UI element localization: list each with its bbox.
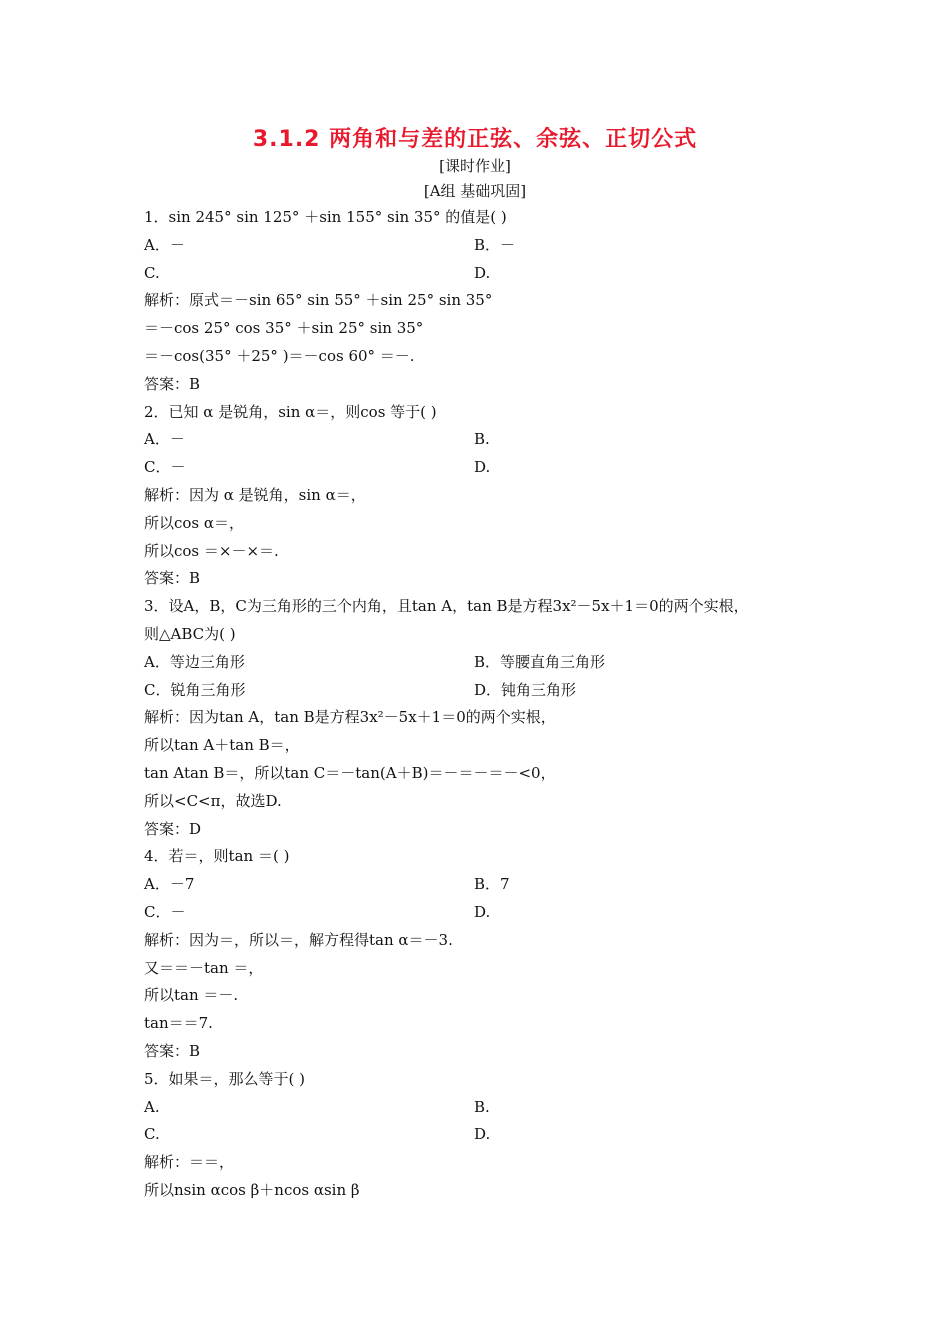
text-line: 所以<C<π，故选D. bbox=[144, 791, 282, 810]
answer-option: A．－7 bbox=[144, 875, 195, 894]
text-line: 1．sin 245° sin 125° ＋sin 155° sin 35° 的值是( ) bbox=[144, 208, 507, 226]
text-line: 解析：因为tan A，tan B是方程3x²－5x＋1＝0的两个实根， bbox=[144, 708, 556, 727]
text-line: 则△ABC为( ) bbox=[144, 624, 236, 643]
answer-option: B．－ bbox=[474, 235, 516, 254]
text-line: 5．如果＝，那么等于( ) bbox=[144, 1069, 306, 1088]
text-line: 2．已知 α 是锐角，sin α＝，则cos 等于( ) bbox=[144, 402, 437, 421]
option-row bbox=[144, 899, 824, 927]
text-line: 所以cos ＝×－×＝. bbox=[144, 541, 279, 560]
text-line: 答案：B bbox=[144, 374, 201, 393]
answer-option: C. bbox=[144, 1125, 160, 1144]
answer-option: D．钝角三角形 bbox=[474, 680, 577, 699]
answer-option: D. bbox=[474, 458, 491, 477]
text-line: 所以tan ＝－. bbox=[144, 986, 239, 1005]
text-line: 又＝＝－tan ＝， bbox=[144, 958, 264, 977]
answer-option: A. bbox=[144, 1097, 160, 1116]
answer-option: A．等边三角形 bbox=[144, 652, 245, 671]
answer-option: A．－ bbox=[144, 235, 185, 254]
text-line: 所以cos α＝， bbox=[144, 513, 245, 532]
answer-option: B. bbox=[474, 1097, 490, 1116]
section-label: [课时作业] bbox=[439, 157, 511, 175]
text-line: 答案：B bbox=[144, 1041, 201, 1060]
text-line: ＝－cos 25° cos 35° ＋sin 25° sin 35° bbox=[144, 319, 424, 338]
text-line: tan＝＝7. bbox=[144, 1014, 213, 1033]
answer-option: D. bbox=[474, 1125, 491, 1144]
text-line: 答案：B bbox=[144, 569, 201, 588]
option-row bbox=[144, 871, 824, 899]
answer-option: A．－ bbox=[144, 430, 185, 449]
option-row bbox=[144, 1094, 824, 1122]
text-line: 3．设A，B，C为三角形的三个内角，且tan A，tan B是方程3x²－5x＋1＝0的两个实根， bbox=[144, 597, 749, 616]
option-row bbox=[144, 649, 824, 677]
text-line: 解析：因为＝，所以＝，解方程得tan α＝－3. bbox=[144, 930, 453, 949]
option-row bbox=[144, 677, 824, 705]
option-row bbox=[144, 1121, 824, 1149]
text-line: 解析：原式＝－sin 65° sin 55° ＋sin 25° sin 35° bbox=[144, 291, 493, 310]
option-row bbox=[144, 260, 824, 288]
option-row bbox=[144, 454, 824, 482]
document-body bbox=[144, 204, 824, 1205]
text-line: 4．若＝，则tan ＝( ) bbox=[144, 847, 290, 866]
answer-option: C．锐角三角形 bbox=[144, 680, 246, 699]
answer-option: C. bbox=[144, 263, 160, 282]
answer-option: C．－ bbox=[144, 458, 186, 477]
answer-option: C．－ bbox=[144, 902, 186, 921]
option-row bbox=[144, 426, 824, 454]
group-label: [A组 基础巩固] bbox=[423, 182, 527, 200]
text-line: ＝－cos(35° ＋25° )＝－cos 60° ＝－. bbox=[144, 346, 415, 365]
text-line: 解析：因为 α 是锐角，sin α＝， bbox=[144, 485, 366, 504]
text-line: tan Atan B＝，所以tan C＝－tan(A＋B)＝－＝－＝－<0， bbox=[144, 763, 556, 782]
text-line: 所以tan A＋tan B＝， bbox=[144, 736, 300, 755]
answer-option: B．等腰直角三角形 bbox=[474, 652, 606, 671]
answer-option: D. bbox=[474, 263, 491, 282]
option-row bbox=[144, 232, 824, 260]
answer-option: D. bbox=[474, 902, 491, 921]
answer-option: B. bbox=[474, 430, 490, 449]
text-line: 答案：D bbox=[144, 819, 202, 838]
text-line: 解析：＝＝， bbox=[144, 1153, 235, 1172]
text-line: 所以nsin αcos β＋ncos αsin β bbox=[144, 1180, 360, 1199]
page-title: 3.1.2 两角和与差的正弦、余弦、正切公式 bbox=[252, 127, 698, 152]
answer-option: B．7 bbox=[474, 875, 510, 894]
